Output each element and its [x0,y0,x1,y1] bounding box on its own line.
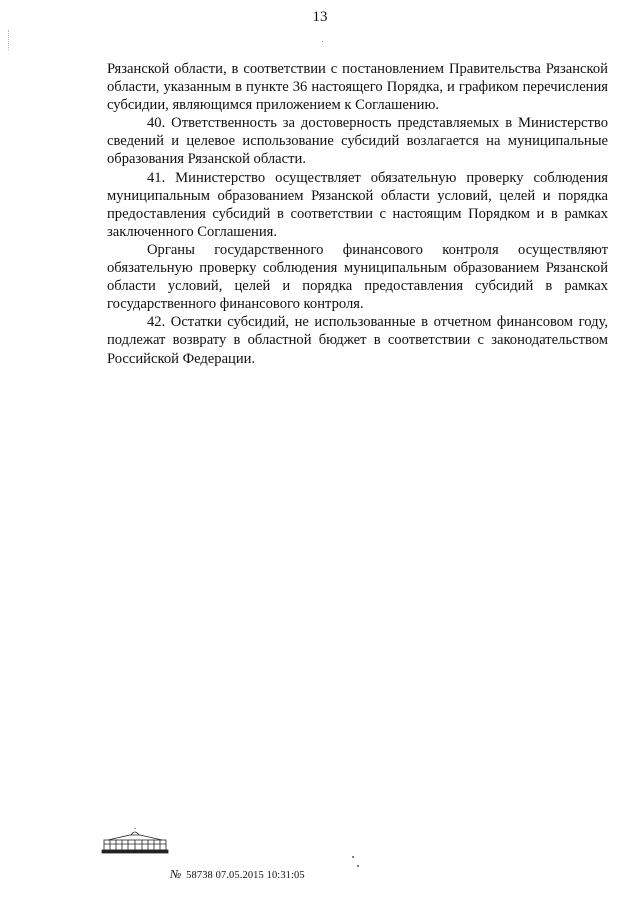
building-stamp-icon [100,828,170,854]
scan-speck [322,41,323,42]
paragraph-42: 42. Остатки субсидий, не использованные в отчетном финансовом году, подлежат возврату в областной бюджет в соответствии с законодательством Российской Федерации. [107,314,608,367]
page-number: 13 [312,9,328,25]
paragraph-41: 41. Министерство осуществляет обязательную проверку соблюдения муниципальным образованием Рязанской области условий, целей и порядка предоставления субсидий в соответствии с настоящим Порядком и в рамках заключенного Соглашения. [107,169,608,240]
scan-speck [357,865,359,867]
margin-scan-marks [8,30,11,50]
paragraph-control-bodies: Органы государственного финансового контроля осуществляют обязательную проверку соблюдения муниципальным образованием Рязанской области условий, целей и порядка предоставления субсидий в рамках государственного финансового контроля. [107,241,608,313]
registration-footer [170,867,305,882]
paragraph-40: 40. Ответственность за достоверность представляемых в Министерство сведений и целевое использование субсидий возлагается на муниципальные образования Рязанской области. [107,115,608,168]
paragraph-continuation: Рязанской области, в соответствии с постановлением Правительства Рязанской области, указанным в пункте 36 настоящего Порядка, и графиком перечисления субсидии, являющимся приложением к Соглашению. [107,61,608,114]
number-sign: № [170,867,182,881]
document-body [107,60,608,368]
scan-speck [352,856,354,858]
registration-number-datetime: 58738 07.05.2015 10:31:05 [186,870,305,881]
